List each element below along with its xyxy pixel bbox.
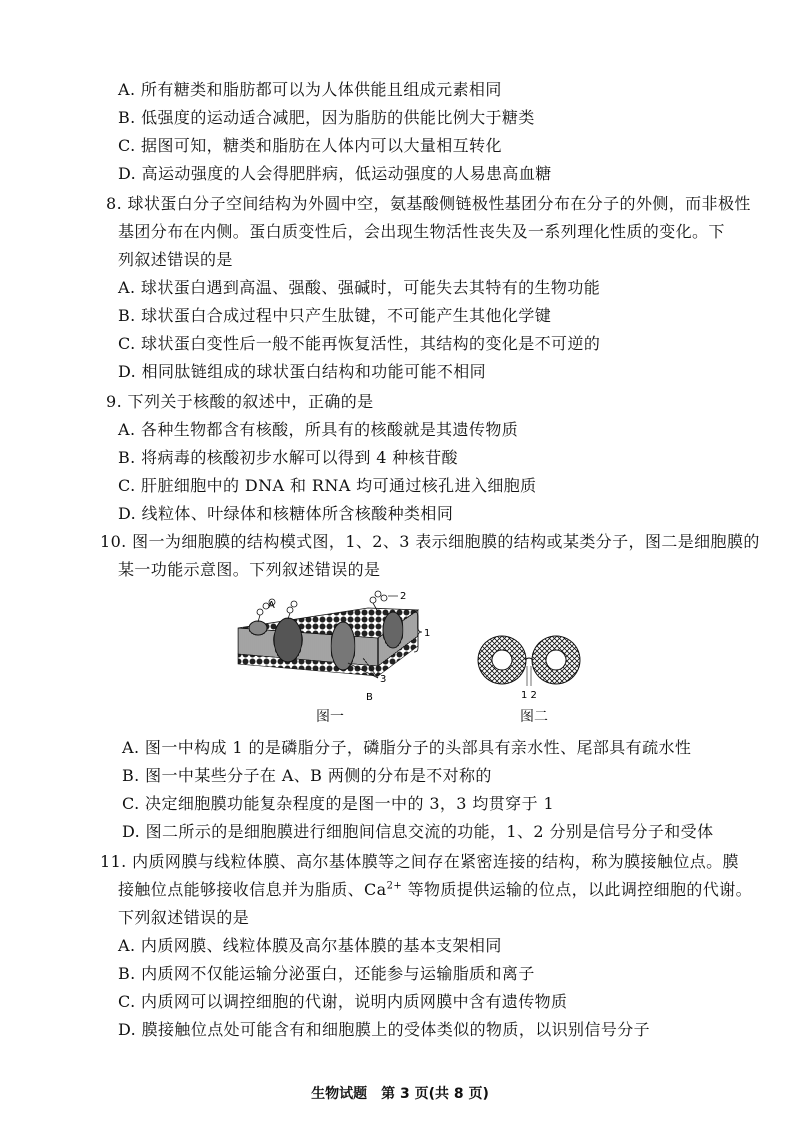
q7-option-b: B. 低强度的运动适合减肥，因为脂肪的供能比例大于糖类 xyxy=(118,108,535,127)
q11-option-d: D. 膜接触位点处可能含有和细胞膜上的受体类似的物质，以识别信号分子 xyxy=(118,1020,651,1039)
fig2-labels: 1 2 xyxy=(521,690,537,701)
figure2-caption: 图二 xyxy=(520,709,548,725)
q8-stem-line3: 列叙述错误的是 xyxy=(118,250,233,269)
q11-stem-line2 xyxy=(118,880,752,900)
q11-option-a: A. 内质网膜、线粒体膜及高尔基体膜的基本支架相同 xyxy=(118,936,502,955)
q9-option-a: A. 各种生物都含有核酸，所具有的核酸就是其遗传物质 xyxy=(118,420,519,439)
q8-stem-line1: 8. 球状蛋白分子空间结构为外圆中空，氨基酸侧链极性基团分布在分子的外侧，而非极性 xyxy=(106,194,751,213)
page-footer: 生物试题 第 3 页(共 8 页) xyxy=(311,1086,489,1102)
q10-option-d: D. 图二所示的是细胞膜进行细胞间信息交流的功能，1、2 分别是信号分子和受体 xyxy=(122,822,714,841)
q7-option-d: D. 高运动强度的人会得肥胖病，低运动强度的人易患高血糖 xyxy=(118,164,552,183)
q8-option-a: A. 球状蛋白遇到高温、强酸、强碱时，可能失去其特有的生物功能 xyxy=(118,278,601,297)
fig1-label-a: A xyxy=(268,600,275,611)
q10-option-a: A. 图一中构成 1 的是磷脂分子，磷脂分子的头部具有亲水性、尾部具有疏水性 xyxy=(122,738,692,757)
q9-option-c: C. 肝脏细胞中的 DNA 和 RNA 均可通过核孔进入细胞质 xyxy=(118,476,537,495)
q8-option-d: D. 相同肽链组成的球状蛋白结构和功能可能不相同 xyxy=(118,362,487,381)
q11-option-c: C. 内质网可以调控细胞的代谢，说明内质网膜中含有遗传物质 xyxy=(118,992,568,1011)
fig1-label-1: 1 xyxy=(424,628,431,639)
q8-option-b: B. 球状蛋白合成过程中只产生肽键，不可能产生其他化学键 xyxy=(118,306,552,325)
q10-stem-line2: 某一功能示意图。下列叙述错误的是 xyxy=(118,560,381,579)
q8-stem-line2: 基团分布在内侧。蛋白质变性后，会出现生物活性丧失及一系列理化性质的变化。下 xyxy=(118,222,725,241)
calcium-charge: 2+ xyxy=(386,880,403,892)
fig1-label-2: 2 xyxy=(400,591,407,602)
figure1-caption: 图一 xyxy=(316,709,344,725)
q10-option-b: B. 图一中某些分子在 A、B 两侧的分布是不对称的 xyxy=(122,766,492,785)
q7-option-a: A. 所有糖类和脂肪都可以为人体供能且组成元素相同 xyxy=(118,80,502,99)
cell-contact-diagram xyxy=(472,626,592,706)
q7-option-c: C. 据图可知，糖类和脂肪在人体内可以大量相互转化 xyxy=(118,136,502,155)
q11-stem-line1: 11. 内质网膜与线粒体膜、高尔基体膜等之间存在紧密连接的结构，称为膜接触位点。膜 xyxy=(100,852,739,871)
q10-stem-line1: 10. 图一为细胞膜的结构模式图，1、2、3 表示细胞膜的结构或某类分子，图二是细胞膜的 xyxy=(100,532,760,551)
q11-stem-line2-pre: 接触位点能够接收信息并为脂质、Ca xyxy=(118,880,387,899)
cell-membrane-diagram xyxy=(228,588,448,703)
q11-stem-line2-post: 等物质提供运输的位点，以此调控细胞的代谢。 xyxy=(402,880,753,899)
fig1-label-b: B xyxy=(366,692,373,703)
q9-option-b: B. 将病毒的核酸初步水解可以得到 4 种核苷酸 xyxy=(118,448,458,467)
q8-option-c: C. 球状蛋白变性后一般不能再恢复活性，其结构的变化是不可逆的 xyxy=(118,334,601,353)
q11-stem-line3: 下列叙述错误的是 xyxy=(118,908,250,927)
fig1-label-3: 3 xyxy=(380,674,387,685)
q9-stem: 9. 下列关于核酸的叙述中，正确的是 xyxy=(106,392,374,411)
q11-option-b: B. 内质网不仅能运输分泌蛋白，还能参与运输脂质和离子 xyxy=(118,964,535,983)
q10-option-c: C. 决定细胞膜功能复杂程度的是图一中的 3，3 均贯穿于 1 xyxy=(122,794,555,813)
q9-option-d: D. 线粒体、叶绿体和核糖体所含核酸种类相同 xyxy=(118,504,454,523)
